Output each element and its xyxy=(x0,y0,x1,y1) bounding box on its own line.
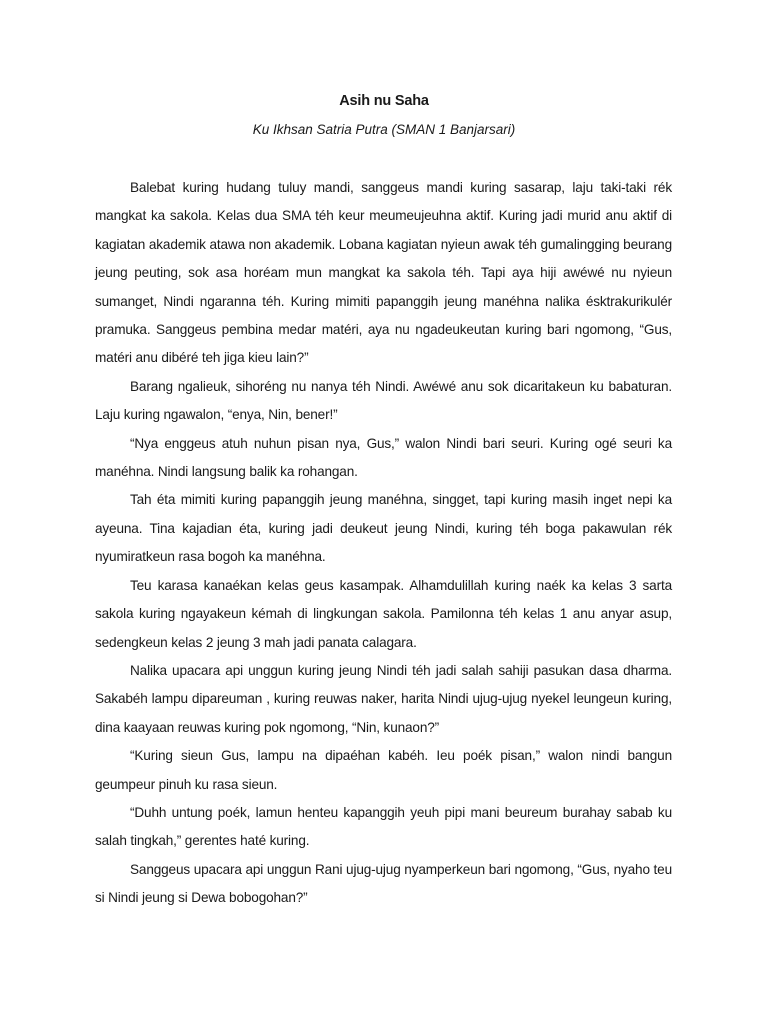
author-byline: Ku Ikhsan Satria Putra (SMAN 1 Banjarsari) xyxy=(252,122,516,137)
paragraph: Nalika upacara api unggun kuring jeung Nindi téh jadi salah sahiji pasukan dasa dharma. Sakabéh lampu dipareuman , kuring reuwas naker, harita Nindi ujug-ujug nyekel leungeun kuring, dina kaayaan reuwas kuring pok ngomong, “Nin, kunaon?” xyxy=(95,662,672,735)
paragraph: “Kuring sieun Gus, lampu na dipaéhan kabéh. Ieu poék pisan,” walon nindi bangun geumpeur pinuh ku rasa sieun. xyxy=(95,748,672,792)
paragraph: Sanggeus upacara api unggun Rani ujug-ujug nyamperkeun bari ngomong, “Gus, nyaho teu si Nindi jeung si Dewa bobogohan?” xyxy=(95,861,672,906)
paragraph: Balebat kuring hudang tuluy mandi, sanggeus mandi kuring sasarap, laju taki-taki rék mangkat ka sakola. Kelas dua SMA téh keur meumeujeuhna aktif. Kuring jadi murid anu aktif di kagiatan akademik atawa non akademik. Lobana kagiatan nyieun awak téh gumalingging beurang jeung peuting, sok asa horéam mun mangkat ka sakola téh. Tapi aya hiji awéwé nu nyieun sumanget, Nindi ngaranna téh. Kuring mimiti papanggih jeung manéhna nalika ésktrakurikulér pramuka. Sanggeus pembina medar matéri, aya nu ngadeukeutan kuring bari ngomong, “Gus, matéri anu dibéré teh jiga kieu lain?” xyxy=(95,180,672,366)
paragraph: Barang ngalieuk, sihoréng nu nanya téh Nindi. Awéwé anu sok dicaritakeun ku babaturan. Laju kuring ngawalon, “enya, Nin, bener!” xyxy=(95,378,672,423)
paragraph: Teu karasa kanaékan kelas geus kasampak. Alhamdulillah kuring naék ka kelas 3 sarta sakola kuring ngayakeun kémah di lingkungan sakola. Pamilonna téh kelas 1 anu anyar asup, sedengkeun kelas 2 jeung 3 mah jadi panata calagara. xyxy=(95,577,672,650)
document-title: Asih nu Saha xyxy=(339,93,429,109)
paragraph: “Nya enggeus atuh nuhun pisan nya, Gus,” walon Nindi bari seuri. Kuring ogé seuri ka manéhna. Nindi langsung balik ka rohangan. xyxy=(95,435,672,480)
story-body xyxy=(95,174,672,913)
paragraph: “Duhh untung poék, lamun henteu kapanggih yeuh pipi mani beureum burahay sabab ku salah tingkah,” gerentes haté kuring. xyxy=(95,804,672,849)
paragraph: Tah éta mimiti kuring papanggih jeung manéhna, singget, tapi kuring masih inget nepi ka ayeuna. Tina kajadian éta, kuring jadi deukeut jeung Nindi, kuring téh boga pakawulan rék nyumiratkeun rasa bogoh ka manéhna. xyxy=(95,492,672,565)
